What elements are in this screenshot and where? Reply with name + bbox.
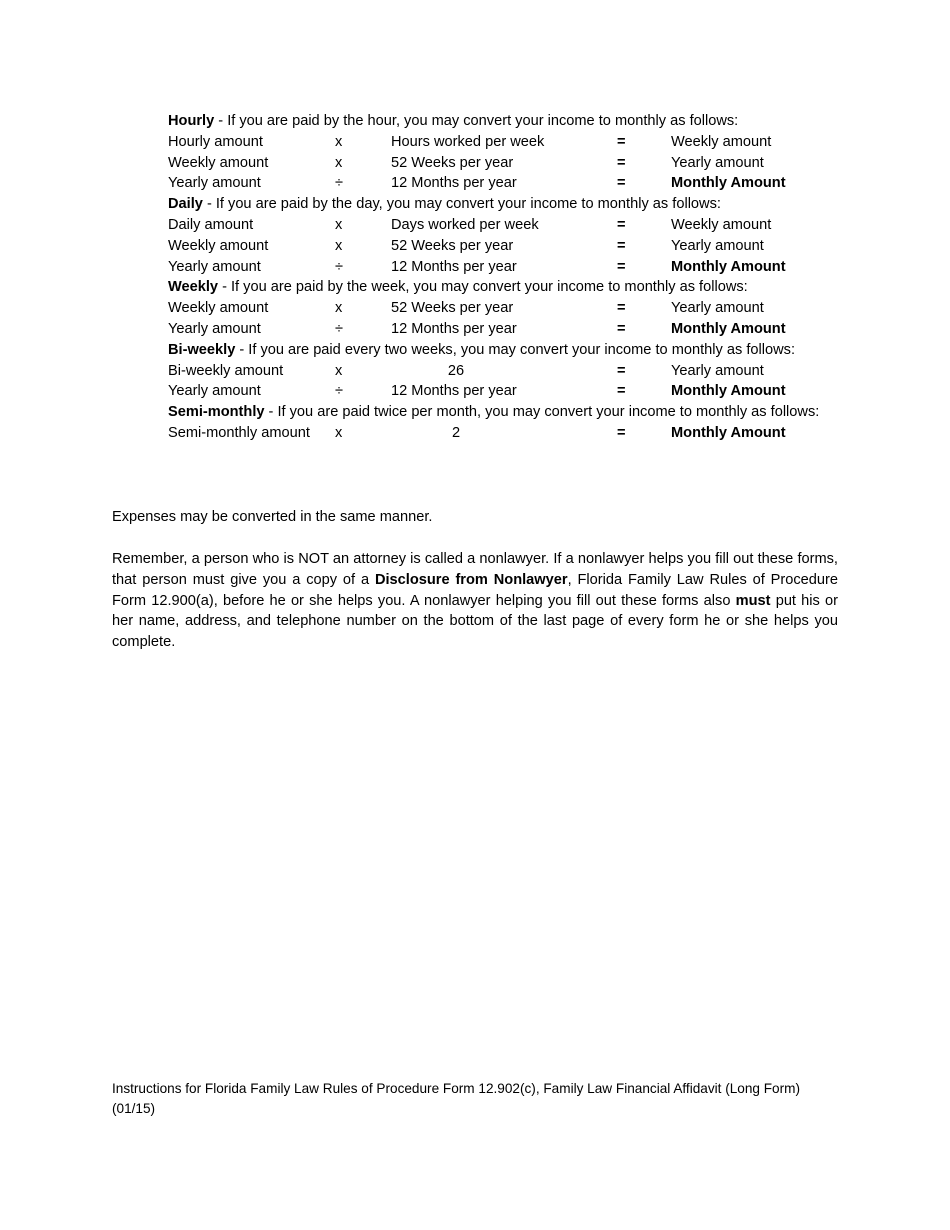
operator: x: [335, 133, 343, 150]
conversion-row: [168, 236, 838, 257]
equals-sign: =: [617, 258, 626, 275]
source-amount: Yearly amount: [168, 258, 261, 275]
conversion-row: [168, 173, 838, 194]
result-amount: Monthly Amount: [671, 424, 786, 441]
section-intro-text: - If you are paid every two weeks, you may convert your income to monthly as follows:: [235, 341, 795, 358]
result-amount: Weekly amount: [671, 216, 772, 233]
source-amount: Yearly amount: [168, 383, 261, 400]
factor: 26: [447, 362, 465, 379]
conversion-row: [168, 423, 838, 444]
factor: 52 Weeks per year: [391, 154, 514, 171]
nonlawyer-text-2: , Florida Family Law Rules of Procedure Form 12.900(a), before he or she helps you. A nonlawyer helping you fill out these forms also: [112, 571, 838, 609]
section-intro-weekly: [168, 277, 838, 298]
factor: 12 Months per year: [391, 383, 517, 400]
source-amount: Weekly amount: [168, 154, 269, 171]
equals-sign: =: [617, 362, 626, 379]
equals-sign: =: [617, 424, 626, 441]
operator: x: [335, 362, 343, 379]
equals-sign: =: [617, 320, 626, 337]
section-intro-text: - If you are paid by the day, you may convert your income to monthly as follows:: [202, 196, 721, 213]
source-amount: Yearly amount: [168, 320, 261, 337]
section-intro-semimonthly: [168, 402, 838, 423]
result-amount: Weekly amount: [671, 133, 772, 150]
operator: x: [335, 237, 343, 254]
section-heading-weekly: Weekly: [168, 279, 219, 296]
result-amount: Monthly Amount: [671, 258, 786, 275]
factor: 12 Months per year: [391, 175, 517, 192]
source-amount: Daily amount: [168, 216, 254, 233]
operator: ÷: [335, 175, 344, 192]
source-amount: Weekly amount: [168, 237, 269, 254]
operator: x: [335, 154, 343, 171]
nonlawyer-text-1: Remember, a person who is NOT an attorney is called a nonlawyer. If a nonlawyer helps you fill out these forms, that person must give you a copy of a: [112, 551, 838, 588]
result-amount: Monthly Amount: [671, 320, 786, 337]
equals-sign: =: [617, 216, 626, 233]
operator: x: [335, 300, 343, 317]
factor: 12 Months per year: [391, 320, 517, 337]
section-heading-semimonthly: Semi-monthly: [168, 404, 265, 421]
result-amount: Yearly amount: [671, 300, 764, 317]
section-intro-text: - If you are paid twice per month, you may convert your income to monthly as follows:: [264, 404, 820, 421]
section-intro-daily: [168, 194, 838, 215]
factor: 52 Weeks per year: [391, 237, 514, 254]
section-intro-text: - If you are paid by the week, you may convert your income to monthly as follows:: [218, 279, 748, 296]
operator: x: [335, 216, 343, 233]
conversion-row: [168, 319, 838, 340]
result-amount: Monthly Amount: [671, 383, 786, 400]
conversion-row: [168, 257, 838, 278]
equals-sign: =: [617, 300, 626, 317]
factor: Days worked per week: [391, 216, 539, 233]
conversion-row: [168, 381, 838, 402]
nonlawyer-paragraph: [112, 549, 838, 653]
income-conversion-block: [168, 111, 838, 444]
source-amount: Bi-weekly amount: [168, 362, 284, 379]
factor: 12 Months per year: [391, 258, 517, 275]
nonlawyer-text-3: put his or her name, address, and telephone number on the bottom of the last page of every form he or she helps you complete.: [112, 592, 838, 651]
operator: x: [335, 424, 343, 441]
section-intro-text: - If you are paid by the hour, you may convert your income to monthly as follows:: [214, 113, 739, 129]
equals-sign: =: [617, 133, 626, 150]
source-amount: Hourly amount: [168, 133, 263, 150]
disclosure-form-name: Disclosure from Nonlawyer: [374, 571, 568, 588]
section-heading-biweekly: Bi-weekly: [168, 341, 236, 358]
equals-sign: =: [617, 175, 626, 192]
factor: 52 Weeks per year: [391, 300, 514, 317]
result-amount: Monthly Amount: [671, 175, 786, 192]
equals-sign: =: [617, 154, 626, 171]
conversion-row: [168, 215, 838, 236]
section-heading-daily: Daily: [168, 196, 203, 213]
equals-sign: =: [617, 383, 626, 400]
conversion-row: [168, 153, 838, 174]
operator: ÷: [335, 383, 344, 400]
conversion-row: [168, 132, 838, 153]
operator: ÷: [335, 320, 344, 337]
source-amount: Weekly amount: [168, 300, 269, 317]
conversion-row: [168, 361, 838, 382]
equals-sign: =: [617, 237, 626, 254]
result-amount: Yearly amount: [671, 362, 764, 379]
source-amount: Yearly amount: [168, 175, 261, 192]
section-intro-biweekly: [168, 340, 838, 361]
section-intro-hourly: [168, 111, 838, 132]
must-emphasis: must: [735, 592, 771, 609]
result-amount: Yearly amount: [671, 154, 764, 171]
section-heading-hourly: Hourly: [168, 113, 215, 129]
page-footer: Instructions for Florida Family Law Rules of Procedure Form 12.902(c), Family Law Financial Affidavit (Long Form) (01/15): [112, 1081, 800, 1116]
factor: 2: [451, 424, 461, 441]
operator: ÷: [335, 258, 344, 275]
factor: Hours worked per week: [391, 133, 545, 150]
source-amount: Semi-monthly amount: [168, 424, 310, 441]
expenses-paragraph: Expenses may be converted in the same manner.: [112, 509, 433, 525]
conversion-row: [168, 298, 838, 319]
result-amount: Yearly amount: [671, 237, 764, 254]
